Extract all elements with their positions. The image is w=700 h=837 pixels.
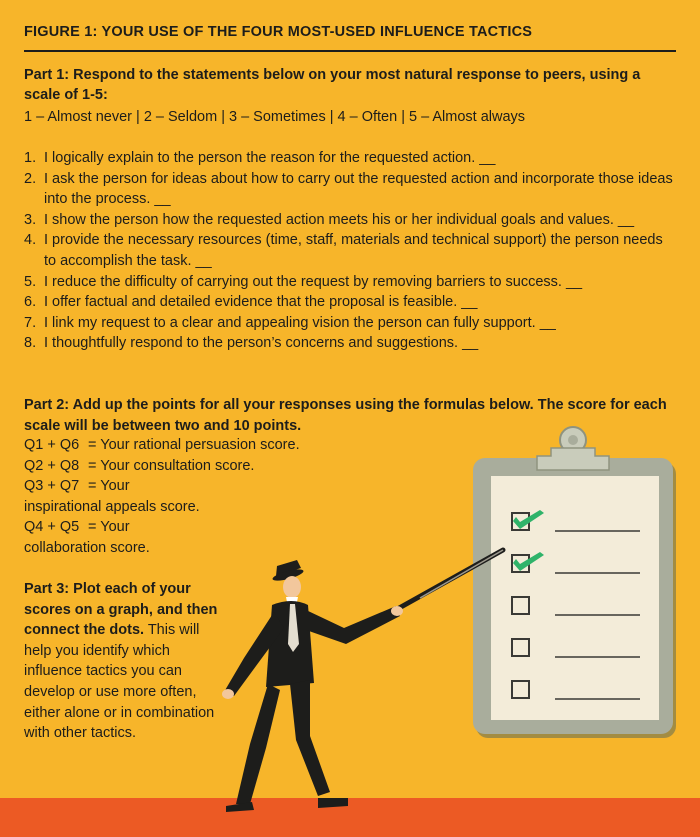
formula-key: Q4 + Q5 [24, 519, 80, 536]
businessman-pointing-icon [222, 550, 503, 812]
question-number: 3. [24, 211, 37, 228]
formula-result: = Your rational persuasion score. [88, 437, 300, 453]
part3-heading: Part 3: Plot each of your scores on a graph, and then connect the dots. [24, 581, 218, 639]
question-text: I offer factual and detailed evidence that the proposal is feasible. __ [44, 294, 478, 311]
question-number: 7. [24, 314, 37, 331]
question-text: I link my request to a clear and appealing vision the person can fully support. __ [44, 314, 556, 331]
question-number: 4. [24, 232, 37, 249]
question-text: I thoughtfully respond to the person’s concerns and suggestions. __ [44, 335, 479, 352]
question-number: 1. [24, 150, 37, 166]
formula-result-continued: inspirational appeals score. [24, 498, 200, 515]
part1-heading: Part 1: Respond to the statements below on your most natural response to peers, using a scale of 1-5: [24, 67, 641, 103]
clipboard-icon [473, 427, 676, 738]
formula-result: = Your consultation score. [88, 457, 255, 474]
question-text: I show the person how the requested action meets his or her individual goals and values. __ [44, 211, 635, 228]
rating-scale: 1 – Almost never | 2 – Seldom | 3 – Sometimes | 4 – Often | 5 – Almost always [24, 109, 526, 125]
part2-heading: Part 2: Add up the points for all your responses using the formulas below. The score for each scale will be between two and 10 points. [24, 397, 667, 434]
formula-result: = Your [88, 519, 130, 536]
formula-result-continued: collaboration score. [24, 539, 150, 556]
question-text: I reduce the difficulty of carrying out the request by removing barriers to success. __ [44, 273, 583, 290]
formula-key: Q3 + Q7 [24, 478, 80, 495]
question-number: 8. [24, 335, 37, 352]
question-number: 5. [24, 273, 37, 290]
formula-key: Q2 + Q8 [24, 457, 80, 474]
question-text: I ask the person for ideas about how to carry out the requested action and incorporate those ideas into the process. __ [44, 170, 673, 208]
question-number: 2. [24, 170, 37, 187]
figure-title: FIGURE 1: YOUR USE OF THE FOUR MOST-USED INFLUENCE TACTICS [24, 24, 533, 40]
question-number: 6. [24, 294, 37, 311]
formula-result: = Your [88, 478, 130, 495]
part3-body: This will help you identify which influence tactics you can develop or use more often, either alone or in combination with other tactics. [24, 622, 215, 742]
question-text: I provide the necessary resources (time, staff, materials and technical support) the person needs to accomplish the task. __ [44, 232, 663, 269]
question-text: I logically explain to the person the reason for the requested action. __ [44, 150, 496, 166]
formula-key: Q1 + Q6 [24, 437, 80, 453]
